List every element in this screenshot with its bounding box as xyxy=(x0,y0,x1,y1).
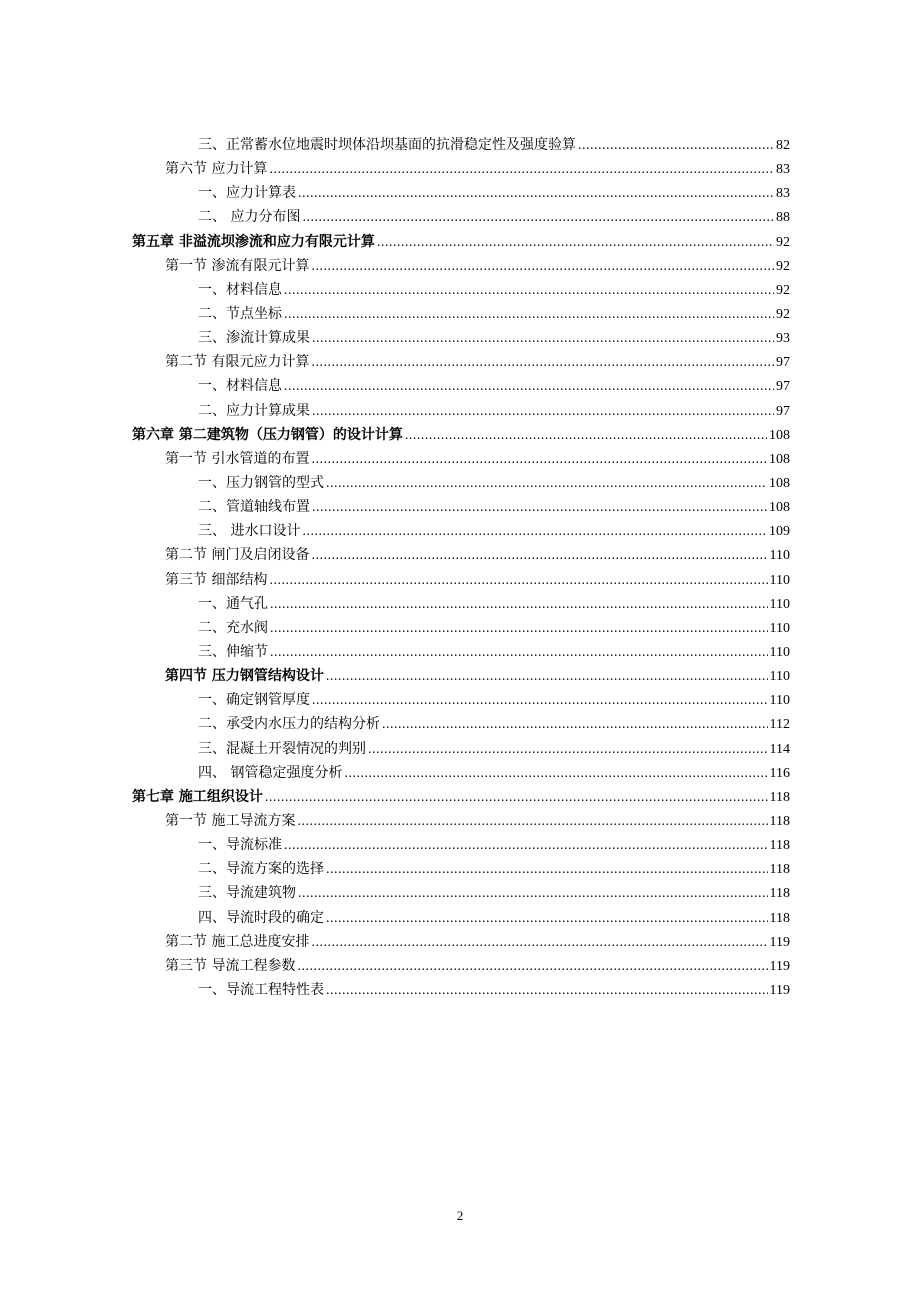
toc-entry-title: 第二节 施工总进度安排 xyxy=(165,933,310,950)
toc-section-entry[interactable] xyxy=(132,930,790,954)
toc-section-entry[interactable] xyxy=(132,254,790,278)
toc-section-entry[interactable] xyxy=(132,809,790,833)
toc-entry-page: 82 xyxy=(776,138,790,153)
dot-leader xyxy=(377,231,774,255)
dot-leader xyxy=(312,327,774,351)
toc-entry-title: 二、导流方案的选择 xyxy=(198,861,324,878)
dot-leader xyxy=(284,375,774,399)
dot-leader xyxy=(578,134,774,158)
toc-entry-page: 110 xyxy=(769,620,790,636)
toc-entry-title: 三、导流建筑物 xyxy=(198,885,296,902)
toc-entry-page: 114 xyxy=(769,741,790,757)
toc-entry-title: 二、应力计算成果 xyxy=(198,402,310,419)
dot-leader xyxy=(344,762,767,786)
toc-entry-page: 92 xyxy=(776,258,790,274)
toc-entry-title: 第七章 施工组织设计 xyxy=(132,788,263,805)
toc-subsection-entry[interactable] xyxy=(132,712,790,736)
toc-entry-title: 一、通气孔 xyxy=(198,595,268,612)
dot-leader xyxy=(311,351,774,375)
toc-entry-title: 第五章 非溢流坝渗流和应力有限元计算 xyxy=(132,233,375,250)
dot-leader xyxy=(312,400,774,424)
dot-leader xyxy=(297,810,767,834)
dot-leader xyxy=(298,182,774,206)
toc-subsection-entry[interactable] xyxy=(132,761,790,785)
toc-entry-title: 一、确定钢管厚度 xyxy=(198,692,310,709)
toc-entry-title: 二、节点坐标 xyxy=(198,305,282,322)
dot-leader xyxy=(326,472,767,496)
toc-entry-page: 92 xyxy=(776,282,790,298)
dot-leader xyxy=(368,738,768,762)
toc-subsection-entry[interactable] xyxy=(132,374,790,398)
toc-entry-page: 108 xyxy=(769,427,790,443)
dot-leader xyxy=(270,641,768,665)
dot-leader xyxy=(311,448,767,472)
toc-entry-page: 109 xyxy=(769,524,790,540)
toc-subsection-entry[interactable] xyxy=(132,471,790,495)
dot-leader xyxy=(297,955,767,979)
toc-subsection-entry[interactable] xyxy=(132,688,790,712)
dot-leader xyxy=(311,255,774,279)
toc-entry-page: 88 xyxy=(776,210,790,226)
toc-entry-page: 119 xyxy=(769,958,790,974)
toc-entry-page: 118 xyxy=(769,886,790,902)
dot-leader xyxy=(405,424,767,448)
toc-entry-page: 110 xyxy=(769,644,790,660)
dot-leader xyxy=(298,882,768,906)
toc-entry-title: 四、导流时段的确定 xyxy=(198,909,324,926)
dot-leader xyxy=(326,665,768,689)
toc-entry-title: 第三节 导流工程参数 xyxy=(165,957,296,974)
toc-entry-page: 116 xyxy=(769,765,790,781)
toc-entry-page: 108 xyxy=(769,475,790,491)
toc-section-entry[interactable] xyxy=(132,568,790,592)
toc-chapter-entry[interactable] xyxy=(132,423,790,447)
toc-entry-title: 第四节 压力钢管结构设计 xyxy=(165,668,324,685)
toc-entry-title: 三、渗流计算成果 xyxy=(198,330,310,347)
toc-section-entry[interactable] xyxy=(132,664,790,688)
toc-entry-title: 一、导流标准 xyxy=(198,837,282,854)
dot-leader xyxy=(284,303,774,327)
toc-subsection-entry[interactable] xyxy=(132,857,790,881)
table-of-contents xyxy=(132,133,790,1002)
toc-entry-page: 108 xyxy=(769,500,790,516)
toc-subsection-entry[interactable] xyxy=(132,326,790,350)
toc-subsection-entry[interactable] xyxy=(132,399,790,423)
dot-leader xyxy=(312,689,768,713)
toc-entry-title: 二、 应力分布图 xyxy=(198,209,301,226)
toc-subsection-entry[interactable] xyxy=(132,278,790,302)
toc-entry-page: 83 xyxy=(776,162,790,178)
dot-leader xyxy=(269,158,774,182)
dot-leader xyxy=(302,520,767,544)
toc-entry-title: 第六章 第二建筑物（压力钢管）的设计计算 xyxy=(132,426,403,443)
toc-entry-title: 一、压力钢管的型式 xyxy=(198,474,324,491)
toc-subsection-entry[interactable] xyxy=(132,181,790,205)
toc-entry-title: 第一节 引水管道的布置 xyxy=(165,450,310,467)
toc-entry-title: 一、应力计算表 xyxy=(198,185,296,202)
toc-entry-title: 一、材料信息 xyxy=(198,281,282,298)
toc-subsection-entry[interactable] xyxy=(132,616,790,640)
toc-entry-page: 108 xyxy=(769,451,790,467)
toc-entry-title: 三、 进水口设计 xyxy=(198,523,301,540)
toc-entry-title: 三、混凝土开裂情况的判别 xyxy=(198,740,366,757)
toc-entry-title: 第二节 有限元应力计算 xyxy=(165,354,310,371)
toc-chapter-entry[interactable] xyxy=(132,230,790,254)
toc-entry-page: 118 xyxy=(769,862,790,878)
toc-entry-page: 92 xyxy=(776,306,790,322)
toc-entry-page: 118 xyxy=(769,838,790,854)
dot-leader xyxy=(269,569,767,593)
toc-entry-page: 110 xyxy=(769,669,790,685)
toc-entry-page: 118 xyxy=(769,910,790,926)
toc-entry-title: 三、正常蓄水位地震时坝体沿坝基面的抗滑稳定性及强度验算 xyxy=(198,137,576,153)
toc-entry-title: 第六节 应力计算 xyxy=(165,161,268,178)
page-number: 2 xyxy=(456,1208,464,1223)
toc-section-entry[interactable] xyxy=(132,157,790,181)
toc-section-entry[interactable] xyxy=(132,954,790,978)
dot-leader xyxy=(302,206,774,230)
toc-subsection-entry[interactable] xyxy=(132,833,790,857)
dot-leader xyxy=(284,834,768,858)
toc-entry-page: 119 xyxy=(769,934,790,950)
toc-subsection-entry[interactable] xyxy=(132,978,790,1002)
toc-entry-page: 92 xyxy=(776,234,790,250)
toc-subsection-entry[interactable] xyxy=(132,302,790,326)
toc-section-entry[interactable] xyxy=(132,543,790,567)
toc-entry-page: 112 xyxy=(769,717,790,733)
toc-entry-page: 97 xyxy=(776,379,790,395)
toc-entry-page: 83 xyxy=(776,186,790,202)
dot-leader xyxy=(311,544,767,568)
toc-subsection-entry[interactable] xyxy=(132,205,790,229)
toc-entry-page: 118 xyxy=(769,789,790,805)
toc-entry-page: 110 xyxy=(769,548,790,564)
toc-subsection-entry[interactable] xyxy=(132,519,790,543)
toc-entry-page: 97 xyxy=(776,355,790,371)
toc-entry-title: 二、充水阀 xyxy=(198,619,268,636)
dot-leader xyxy=(311,931,767,955)
toc-entry-title: 一、导流工程特性表 xyxy=(198,981,324,998)
toc-subsection-entry[interactable] xyxy=(132,881,790,905)
toc-section-entry[interactable] xyxy=(132,350,790,374)
toc-entry-page: 110 xyxy=(769,596,790,612)
toc-subsection-entry[interactable] xyxy=(132,495,790,519)
dot-leader xyxy=(265,786,768,810)
toc-entry-title: 第一节 施工导流方案 xyxy=(165,812,296,829)
toc-entry-page: 119 xyxy=(769,982,790,998)
toc-subsection-entry[interactable] xyxy=(132,133,790,157)
toc-entry-title: 二、承受内水压力的结构分析 xyxy=(198,716,380,733)
toc-entry-title: 第三节 细部结构 xyxy=(165,571,268,588)
dot-leader xyxy=(270,593,768,617)
toc-entry-page: 110 xyxy=(769,693,790,709)
toc-entry-title: 第二节 闸门及启闭设备 xyxy=(165,547,310,564)
toc-entry-title: 三、伸缩节 xyxy=(198,643,268,660)
toc-subsection-entry[interactable] xyxy=(132,906,790,930)
toc-subsection-entry[interactable] xyxy=(132,640,790,664)
dot-leader xyxy=(382,713,768,737)
toc-section-entry[interactable] xyxy=(132,447,790,471)
toc-entry-page: 97 xyxy=(776,403,790,419)
dot-leader xyxy=(326,979,768,1003)
toc-entry-page: 110 xyxy=(769,572,790,588)
toc-entry-page: 118 xyxy=(769,813,790,829)
dot-leader xyxy=(326,907,768,931)
toc-entry-title: 第一节 渗流有限元计算 xyxy=(165,257,310,274)
dot-leader xyxy=(312,496,767,520)
toc-entry-page: 93 xyxy=(776,331,790,347)
dot-leader xyxy=(326,858,768,882)
toc-entry-title: 四、 钢管稳定强度分析 xyxy=(198,764,343,781)
toc-chapter-entry[interactable] xyxy=(132,785,790,809)
toc-entry-title: 二、管道轴线布置 xyxy=(198,499,310,516)
toc-subsection-entry[interactable] xyxy=(132,592,790,616)
toc-entry-title: 一、材料信息 xyxy=(198,378,282,395)
toc-subsection-entry[interactable] xyxy=(132,737,790,761)
dot-leader xyxy=(284,279,774,303)
dot-leader xyxy=(270,617,768,641)
